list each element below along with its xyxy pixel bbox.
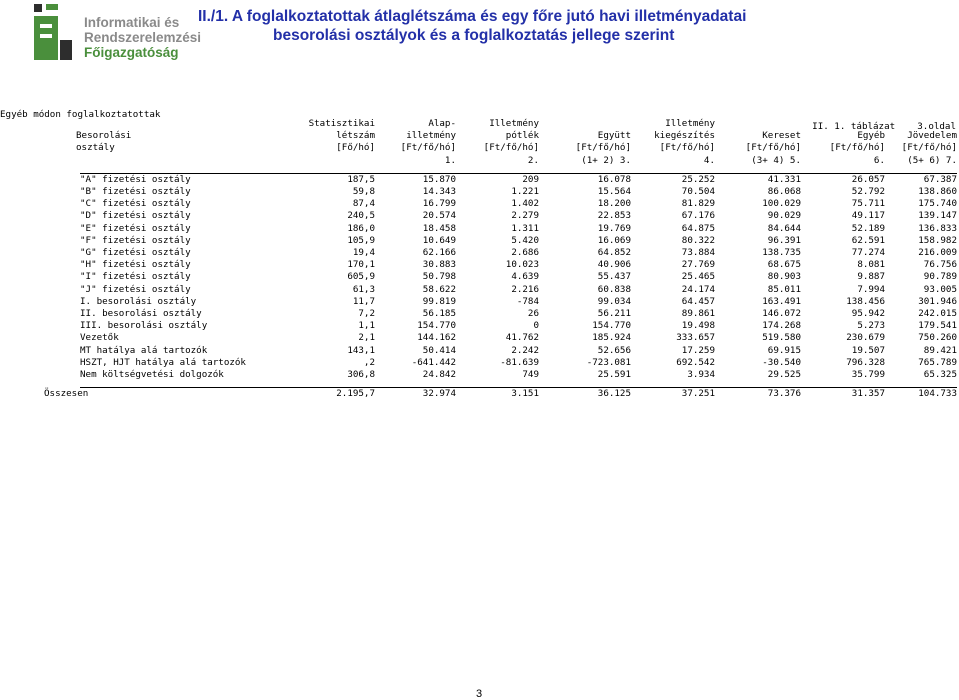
indent-spacer (0, 210, 80, 222)
data-cell: 90.789 (923, 271, 957, 283)
data-cell: 333.657 (676, 332, 715, 344)
data-cell: 16.799 (422, 198, 456, 210)
data-cell: 19.507 (851, 344, 885, 356)
data-cell: 242.015 (918, 308, 957, 320)
table-row (0, 235, 957, 247)
header-cell: Illetmény (489, 118, 539, 129)
data-cell: -30.540 (762, 356, 801, 368)
table-row (0, 271, 957, 283)
data-cell: 605,9 (347, 271, 375, 283)
data-cell: 765.789 (918, 356, 957, 368)
row-label: "F" fizetési osztály (80, 234, 191, 246)
row-label: "J" fizetési osztály (80, 283, 191, 295)
table-row (0, 332, 957, 344)
data-cell: 16.069 (597, 234, 631, 246)
table-row (0, 210, 957, 222)
data-cell: 7.994 (857, 283, 885, 295)
row-label: "H" fizetési osztály (80, 259, 191, 271)
logo-line-2: Rendszerelemzési (84, 30, 202, 45)
salary-table (0, 118, 957, 400)
data-cell: 61,3 (352, 283, 375, 295)
row-label: Nem költségvetési dolgozók (80, 369, 224, 381)
header-cell: [Fő/hó] (336, 142, 375, 154)
header-cell: (1+ 2) 3. (581, 154, 631, 166)
indent-spacer (0, 271, 80, 283)
data-cell: 138.735 (762, 247, 801, 259)
data-cell: 73.884 (681, 247, 715, 259)
data-cell: 186,0 (347, 222, 375, 234)
data-cell: 10.649 (422, 234, 456, 246)
data-cell: 55.437 (597, 271, 631, 283)
total-cell: 3.151 (511, 388, 539, 400)
data-cell: 306,8 (347, 369, 375, 381)
total-cell: 37.251 (681, 388, 715, 400)
data-cell: 1.402 (511, 198, 539, 210)
data-cell: 62.166 (422, 247, 456, 259)
data-cell: 26.057 (851, 173, 885, 185)
data-cell: 301.946 (918, 295, 957, 307)
header-cell: osztály (76, 142, 115, 154)
indent-spacer (0, 308, 80, 320)
data-cell: 175.740 (918, 198, 957, 210)
data-cell: 67.176 (681, 210, 715, 222)
header-cell: [Ft/fő/hó] (745, 142, 801, 154)
data-cell: 52.189 (851, 222, 885, 234)
data-cell: 24.842 (422, 369, 456, 381)
table-row (0, 308, 957, 320)
data-cell: 18.458 (422, 222, 456, 234)
data-cell: 52.656 (597, 344, 631, 356)
header-cell: illetmény (406, 130, 456, 142)
data-cell: 143,1 (347, 344, 375, 356)
row-label: I. besorolási osztály (80, 295, 197, 307)
header-cell: 6. (873, 154, 885, 166)
data-cell: 5.420 (511, 234, 539, 246)
data-cell: 11,7 (352, 295, 375, 307)
data-cell: 19.498 (681, 320, 715, 332)
data-cell: 30.883 (422, 259, 456, 271)
header-cell (539, 118, 631, 130)
row-label: "A" fizetési osztály (80, 173, 191, 185)
data-cell: 64.875 (681, 222, 715, 234)
row-label: "I" fizetési osztály (80, 271, 191, 283)
row-label: II. besorolási osztály (80, 308, 202, 320)
data-cell: -784 (516, 295, 539, 307)
indent-spacer (0, 247, 80, 259)
indent-spacer (0, 320, 80, 332)
data-cell: 95.942 (851, 308, 885, 320)
header-row (0, 142, 957, 154)
data-cell: 96.391 (767, 234, 801, 246)
data-cell: 2.242 (511, 344, 539, 356)
header-row (0, 118, 957, 130)
data-cell: 68.675 (767, 259, 801, 271)
data-cell: 35.799 (851, 369, 885, 381)
data-cell: 185.924 (592, 332, 631, 344)
header-cell: Együtt (597, 130, 631, 142)
indent-spacer (0, 186, 80, 198)
header-cell: [Ft/fő/hó] (829, 142, 885, 154)
data-cell: 49.117 (851, 210, 885, 222)
data-cell: 77.274 (851, 247, 885, 259)
total-cell: 31.357 (851, 388, 885, 400)
header-cell (0, 118, 290, 130)
indent-spacer (0, 296, 80, 308)
data-cell: 25.465 (681, 271, 715, 283)
header-cell: létszám (336, 130, 375, 142)
header-cell: [Ft/fő/hó] (575, 142, 631, 154)
table-reference: II. 1. táblázat 3.oldal (812, 121, 956, 133)
data-cell: 138.456 (846, 295, 885, 307)
header-cell: [Ft/fő/hó] (901, 142, 957, 154)
row-label: "C" fizetési osztály (80, 198, 191, 210)
title-line-2: besorolási osztályok és a foglalkoztatás jellege szerint (273, 27, 675, 44)
table-row (0, 369, 957, 381)
data-cell: 99.819 (422, 295, 456, 307)
header-cell (0, 155, 290, 167)
header-cell: 2. (527, 154, 539, 166)
header-cell: Egyéb (857, 130, 885, 142)
data-cell: 58.622 (422, 283, 456, 295)
data-cell: -723.081 (586, 356, 631, 368)
row-label: "D" fizetési osztály (80, 210, 191, 222)
table-row (0, 259, 957, 271)
data-cell: 15.870 (422, 173, 456, 185)
table-row (0, 345, 957, 357)
data-cell: 24.174 (681, 283, 715, 295)
page-number: 3 (476, 688, 483, 700)
data-cell: 15.564 (597, 186, 631, 198)
data-cell: 2.216 (511, 283, 539, 295)
data-cell: 1.221 (511, 186, 539, 198)
table-row (0, 296, 957, 308)
header-cell (290, 155, 375, 167)
data-cell: 76.756 (923, 259, 957, 271)
data-cell: 2,1 (358, 332, 375, 344)
row-label: MT hatálya alá tartozók (80, 344, 208, 356)
table-row (0, 173, 957, 186)
data-cell: 230.679 (846, 332, 885, 344)
data-cell: 20.574 (422, 210, 456, 222)
data-cell: 89.861 (681, 308, 715, 320)
data-cell: 692.542 (676, 356, 715, 368)
data-cell: 64.852 (597, 247, 631, 259)
header-cell: Jövedelem (907, 130, 957, 142)
row-label: "B" fizetési osztály (80, 186, 191, 198)
table-row (0, 198, 957, 210)
data-cell: 0 (533, 320, 539, 332)
indent-spacer (0, 198, 80, 210)
data-cell: 19.769 (597, 222, 631, 234)
data-cell: 75.711 (851, 198, 885, 210)
data-cell: 19,4 (352, 247, 375, 259)
data-cell: 14.343 (422, 186, 456, 198)
data-cell: 154.770 (592, 320, 631, 332)
total-cell: 36.125 (597, 388, 631, 400)
header-cell (801, 118, 885, 130)
data-cell: 62.591 (851, 234, 885, 246)
data-cell: 240,5 (347, 210, 375, 222)
data-cell: 170,1 (347, 259, 375, 271)
data-cell: 17.259 (681, 344, 715, 356)
indent-spacer (0, 345, 80, 357)
data-cell: 52.792 (851, 186, 885, 198)
data-cell: 796.328 (846, 356, 885, 368)
row-label: Vezetők (80, 332, 119, 344)
table-row (0, 186, 957, 198)
header-cell: (3+ 4) 5. (751, 154, 801, 166)
data-cell: 56.185 (422, 308, 456, 320)
data-cell: 85.011 (767, 283, 801, 295)
data-cell: 9.887 (857, 271, 885, 283)
data-cell: 100.029 (762, 198, 801, 210)
title-line-1: II./1. A foglalkoztatottak átlaglétszáma és egy főre jutó havi illetményadatai (198, 8, 747, 25)
data-cell: 69.915 (767, 344, 801, 356)
data-cell: 89.421 (923, 344, 957, 356)
data-cell: 8.081 (857, 259, 885, 271)
data-cell: 26 (527, 308, 539, 320)
data-cell: 749 (522, 369, 539, 381)
header-row (0, 155, 957, 167)
employment-category: Egyéb módon foglalkoztatottak (0, 109, 161, 121)
data-cell: 84.644 (767, 222, 801, 234)
indent-spacer (0, 235, 80, 247)
table-body (0, 167, 957, 401)
data-cell: 50.798 (422, 271, 456, 283)
header-cell (885, 118, 957, 130)
header-cell: Illetmény (665, 118, 715, 129)
total-cell: 32.974 (422, 388, 456, 400)
page-title (198, 7, 746, 45)
data-cell: 1.311 (511, 222, 539, 234)
total-label: Összesen (44, 388, 89, 400)
indent-spacer (0, 369, 80, 381)
total-cell: 104.733 (918, 388, 957, 400)
data-cell: 27.769 (681, 259, 715, 271)
data-cell: 29.525 (767, 369, 801, 381)
data-cell: 2.686 (511, 247, 539, 259)
data-cell: 4.639 (511, 271, 539, 283)
data-cell: 64.457 (681, 295, 715, 307)
data-cell: -81.639 (500, 356, 539, 368)
data-cell: 1,1 (358, 320, 375, 332)
row-label: HSZT, HJT hatálya alá tartozók (80, 356, 246, 368)
data-cell: 41.762 (505, 332, 539, 344)
total-cell: 73.376 (767, 388, 801, 400)
header-cell: pótlék (505, 130, 539, 142)
data-cell: 60.838 (597, 283, 631, 295)
data-cell: 216.009 (918, 247, 957, 259)
row-label: III. besorolási osztály (80, 320, 208, 332)
data-cell: 80.903 (767, 271, 801, 283)
header-cell: Kereset (762, 130, 801, 142)
data-cell: 99.034 (597, 295, 631, 307)
indent-spacer (0, 357, 80, 369)
table-row (0, 223, 957, 235)
data-cell: 90.029 (767, 210, 801, 222)
data-cell: 25.252 (681, 173, 715, 185)
data-cell: 2.279 (511, 210, 539, 222)
data-cell: 65.325 (923, 369, 957, 381)
data-cell: 70.504 (681, 186, 715, 198)
header-row (0, 130, 957, 142)
data-cell: 3.934 (687, 369, 715, 381)
data-cell: 144.162 (417, 332, 456, 344)
data-cell: 10.023 (505, 259, 539, 271)
data-cell: 138.860 (918, 186, 957, 198)
data-cell: 50.414 (422, 344, 456, 356)
data-cell: 41.331 (767, 173, 801, 185)
header-cell: Statisztikai (308, 118, 375, 129)
indent-spacer (0, 259, 80, 271)
header-cell: [Ft/fő/hó] (483, 142, 539, 154)
logo-text (84, 15, 201, 60)
data-cell: 158.982 (918, 234, 957, 246)
data-cell: 146.072 (762, 308, 801, 320)
data-cell: 139.147 (918, 210, 957, 222)
data-cell: 86.068 (767, 186, 801, 198)
data-cell: 187,5 (347, 173, 375, 185)
header-cell (715, 118, 801, 130)
total-cell: 2.195,7 (336, 388, 375, 400)
data-cell: 81.829 (681, 198, 715, 210)
indent-spacer (0, 332, 80, 344)
data-cell: 136.833 (918, 222, 957, 234)
data-cell: 25.591 (597, 369, 631, 381)
table-row (0, 320, 957, 332)
data-cell: 7,2 (358, 308, 375, 320)
table-row (0, 357, 957, 369)
header-cell: 4. (703, 154, 715, 166)
data-cell: 22.853 (597, 210, 631, 222)
data-cell: 87,4 (352, 198, 375, 210)
data-cell: 40.906 (597, 259, 631, 271)
indent-spacer (0, 223, 80, 235)
data-cell: 67.387 (923, 173, 957, 185)
table-header (0, 118, 957, 167)
header-cell: [Ft/fő/hó] (400, 142, 456, 154)
logo-mark-icon (34, 4, 78, 64)
header-cell: Besorolási (76, 130, 132, 142)
data-cell: ,2 (363, 356, 375, 368)
data-cell: 179.541 (918, 320, 957, 332)
data-cell: 105,9 (347, 234, 375, 246)
data-cell: 18.200 (597, 198, 631, 210)
table-row (0, 284, 957, 296)
data-cell: 5.273 (857, 320, 885, 332)
header-cell: 1. (444, 154, 456, 166)
data-cell: 174.268 (762, 320, 801, 332)
row-label: "E" fizetési osztály (80, 222, 191, 234)
row-label: "G" fizetési osztály (80, 247, 191, 259)
header-cell: kiegészítés (654, 130, 715, 142)
indent-spacer (0, 173, 80, 186)
logo-line-1: Informatikai és (84, 15, 180, 30)
data-cell: 750.260 (918, 332, 957, 344)
header-cell: [Ft/fő/hó] (659, 142, 715, 154)
data-cell: 163.491 (762, 295, 801, 307)
data-cell: 93.005 (923, 283, 957, 295)
total-row (0, 388, 957, 401)
logo-line-3: Főigazgatóság (84, 45, 179, 60)
header-cell: Alap- (428, 118, 456, 129)
data-cell: 80.322 (681, 234, 715, 246)
data-cell: 154.770 (417, 320, 456, 332)
table-row (0, 247, 957, 259)
data-cell: 209 (522, 173, 539, 185)
data-cell: 56.211 (597, 308, 631, 320)
data-cell: 59,8 (352, 186, 375, 198)
data-cell: 519.580 (762, 332, 801, 344)
data-cell: -641.442 (411, 356, 456, 368)
header-cell: (5+ 6) 7. (907, 154, 957, 166)
indent-spacer (0, 284, 80, 296)
data-cell: 16.078 (597, 173, 631, 185)
